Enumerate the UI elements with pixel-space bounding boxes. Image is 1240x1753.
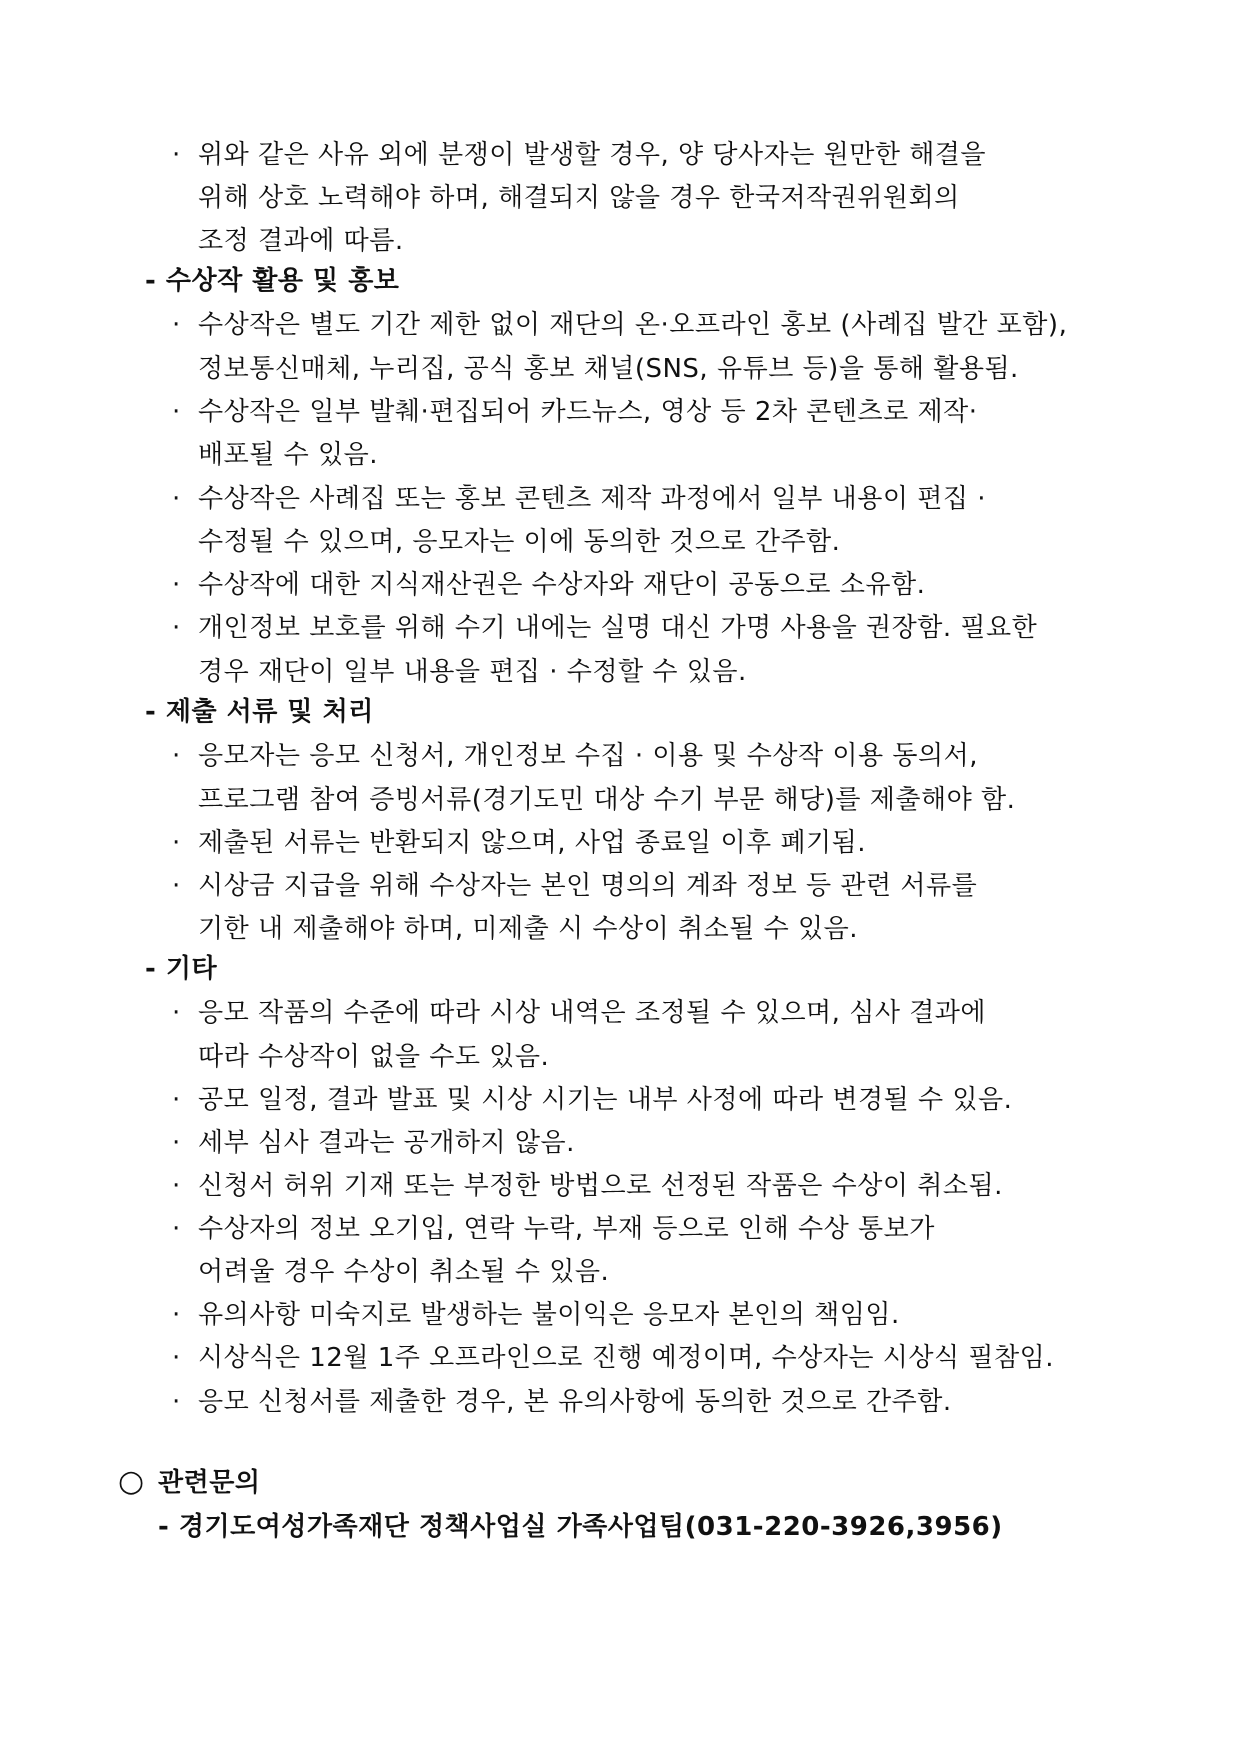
bullet-continuation: 프로그램 참여 증빙서류(경기도민 대상 수기 부문 해당)를 제출해야 함. — [198, 785, 1016, 815]
bullet-line: · 세부 심사 결과는 공개하지 않음. — [172, 1128, 575, 1158]
bullet-line: · 시상식은 12월 1주 오프라인으로 진행 예정이며, 수상자는 시상식 필참임. — [172, 1343, 1055, 1373]
bullet-line: · 개인정보 보호를 위해 수기 내에는 실명 대신 가명 사용을 권장함. 필요한 — [172, 613, 1038, 643]
bullet-continuation: 따라 수상작이 없을 수도 있음. — [198, 1042, 550, 1072]
bullet-text: 위와 같은 사유 외에 분쟁이 발생할 경우, 양 당사자는 원만한 해결을 — [198, 140, 987, 170]
section-heading: - 기타 — [145, 954, 218, 984]
bullet-line: · 응모 작품의 수준에 따라 시상 내역은 조정될 수 있으며, 심사 결과에 — [172, 998, 987, 1028]
bullet-continuation: 수정될 수 있으며, 응모자는 이에 동의한 것으로 간주함. — [198, 527, 841, 557]
contact-detail: - 경기도여성가족재단 정책사업실 가족사업팀(031-220-3926,3956) — [158, 1512, 1003, 1542]
bullet-line: · 수상작은 사례집 또는 홍보 콘텐츠 제작 과정에서 일부 내용이 편집 · — [172, 484, 987, 514]
bullet-line: · 유의사항 미숙지로 발생하는 불이익은 응모자 본인의 책임임. — [172, 1300, 900, 1330]
section-heading: - 제출 서류 및 처리 — [145, 697, 374, 727]
bullet-continuation: 조정 결과에 따름. — [198, 226, 404, 256]
bullet-marker: · — [172, 140, 181, 170]
bullet-line: · 제출된 서류는 반환되지 않으며, 사업 종료일 이후 폐기됨. — [172, 828, 867, 858]
bullet-continuation: 어려울 경우 수상이 취소될 수 있음. — [198, 1257, 610, 1287]
bullet-line: · 수상자의 정보 오기입, 연락 누락, 부재 등으로 인해 수상 통보가 — [172, 1214, 935, 1244]
bullet-line: · 수상작에 대한 지식재산권은 수상자와 재단이 공동으로 소유함. — [172, 570, 926, 600]
bullet-line: · 공모 일정, 결과 발표 및 시상 시기는 내부 사정에 따라 변경될 수 있음. — [172, 1085, 1013, 1115]
bullet-line: · 시상금 지급을 위해 수상자는 본인 명의의 계좌 정보 등 관련 서류를 — [172, 871, 978, 901]
bullet-line: · 신청서 허위 기재 또는 부정한 방법으로 선정된 작품은 수상이 취소됨. — [172, 1171, 1003, 1201]
contact-heading: ○ 관련문의 — [118, 1464, 261, 1499]
bullet-line: · 수상작은 일부 발췌·편집되어 카드뉴스, 영상 등 2차 콘텐츠로 제작· — [172, 397, 978, 427]
bullet-continuation: 기한 내 제출해야 하며, 미제출 시 수상이 취소될 수 있음. — [198, 914, 858, 944]
section-heading: - 수상작 활용 및 홍보 — [145, 266, 400, 296]
bullet-continuation: 정보통신매체, 누리집, 공식 홍보 채널(SNS, 유튜브 등)을 통해 활용됨. — [198, 354, 1019, 384]
circle-icon: ○ — [118, 1464, 145, 1499]
bullet-continuation: 위해 상호 노력해야 하며, 해결되지 않을 경우 한국저작권위원회의 — [198, 183, 960, 213]
bullet-line: · 응모 신청서를 제출한 경우, 본 유의사항에 동의한 것으로 간주함. — [172, 1387, 952, 1417]
bullet-line: · 응모자는 응모 신청서, 개인정보 수집 · 이용 및 수상작 이용 동의서, — [172, 741, 978, 771]
bullet-continuation: 배포될 수 있음. — [198, 440, 378, 470]
bullet-line — [172, 137, 986, 173]
bullet-continuation: 경우 재단이 일부 내용을 편집 · 수정할 수 있음. — [198, 657, 747, 687]
bullet-line: · 수상작은 별도 기간 제한 없이 재단의 온·오프라인 홍보 (사례집 발간 포함), — [172, 310, 1068, 340]
